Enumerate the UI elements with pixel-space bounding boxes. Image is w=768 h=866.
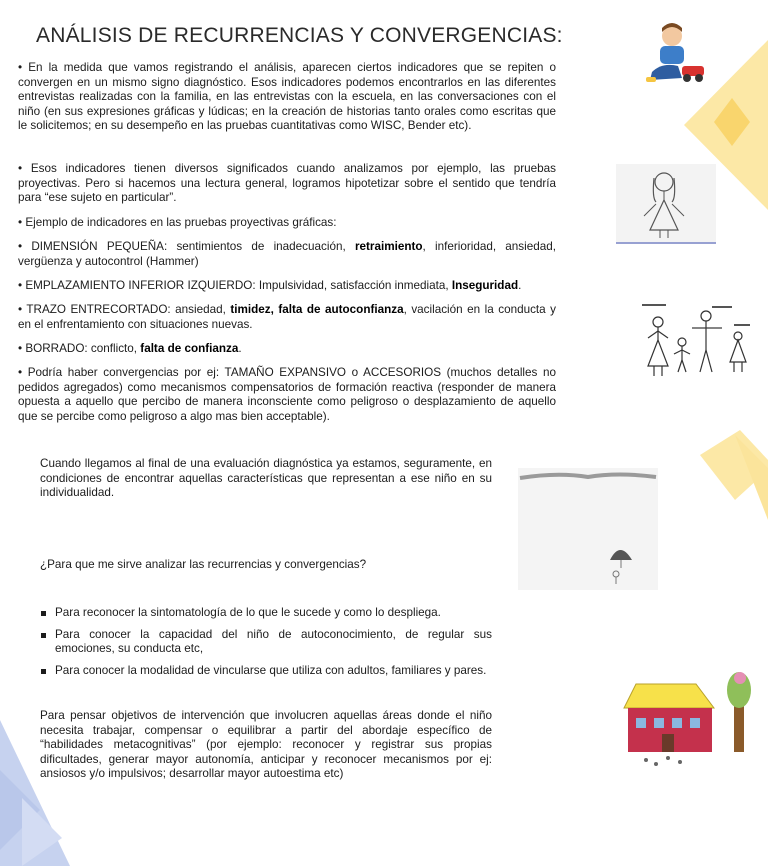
- paragraph-2: • Esos indicadores tienen diversos significados cuando analizamos por ejemplo, las pruebas proyectivas. Pero si hacemos una lectura general, logramos hipotetizar sobre el sentido que tendría para “ese sujeto en particular”.: [18, 162, 556, 205]
- paragraph-7: • BORRADO: conflicto, falta de confianza.: [18, 342, 242, 355]
- list-item: Para conocer la modalidad de vincularse que utiliza con adultos, familiares y pares.: [40, 664, 492, 679]
- paragraph-4: • DIMENSIÓN PEQUEÑA: sentimientos de inadecuación, retraimiento, inferioridad, ansiedad, vergüenza y autocontrol (Hammer): [18, 240, 556, 268]
- house-drawing-image: [622, 664, 756, 770]
- purpose-list: [40, 606, 492, 685]
- paragraph-3: • Ejemplo de indicadores en las pruebas proyectivas gráficas:: [18, 216, 337, 229]
- family-drawing-image: [636, 298, 760, 380]
- list-item: Para reconocer la sintomatología de lo que le sucede y como lo despliega.: [40, 606, 492, 621]
- child-playing-illustration: [638, 22, 710, 88]
- list-item: Para conocer la capacidad del niño de autoconocimiento, de regular sus emociones, su conducta etc,: [40, 628, 492, 657]
- paragraph-1: • En la medida que vamos registrando el análisis, aparecen ciertos indicadores que se repiten o convergen en un mismo signo diagnóstico. Esos indicadores podemos encontrarlos en las diferentes entrevistas realizadas con la familia, en las entrevistas con la escuela, en las conversaciones con el niño (en sus expresiones gráficas y lúdicas; en la creación de historias tanto orales como escritas que le solicitemos; en su desempeño en las pruebas cuantitativas como WISC, Bender etc).: [18, 61, 556, 133]
- section2-question: ¿Para que me sirve analizar las recurrencias y convergencias?: [40, 558, 367, 571]
- section2-closing: Para pensar objetivos de intervención que involucren aquellas áreas donde el niño necesita trabajar, compensar o equilibrar a partir del abordaje específico de “habilidades metacognitivas” (por ejemplo: reconocer y registrar sus propias dificultades, generar mayor autonomía, anticipar y reconocer mecanismos por ej: ansiosos y/o impulsivos; desarrollar mayor autoestima etc): [40, 709, 492, 781]
- section2-intro: Cuando llegamos al final de una evaluación diagnóstica ya estamos, seguramente, en condiciones de encontrar aquellas características que representan a ese niño en su individualidad.: [40, 457, 492, 500]
- girl-drawing-image: [616, 164, 716, 244]
- rain-drawing-image: [518, 468, 658, 590]
- paragraph-6: • TRAZO ENTRECORTADO: ansiedad, timidez, falta de autoconfianza, vacilación en la conducta y en el enfrentamiento con situaciones nuevas.: [18, 303, 556, 331]
- paragraph-5: • EMPLAZAMIENTO INFERIOR IZQUIERDO: Impulsividad, satisfacción inmediata, Inseguridad.: [18, 279, 522, 292]
- page-title: ANÁLISIS DE RECURRENCIAS Y CONVERGENCIAS:: [36, 24, 563, 47]
- paragraph-8: • Podría haber convergencias por ej: TAMAÑO EXPANSIVO o ACCESORIOS (muchos detalles no pedidos agregados) como mecanismos compensatorios de formación reactiva (responder de manera opuesta a aquello que percibo de manera inconsciente como peligroso o desplazamiento de aquello que se percibe como peligroso a algo mas bien acceptable).: [18, 366, 556, 423]
